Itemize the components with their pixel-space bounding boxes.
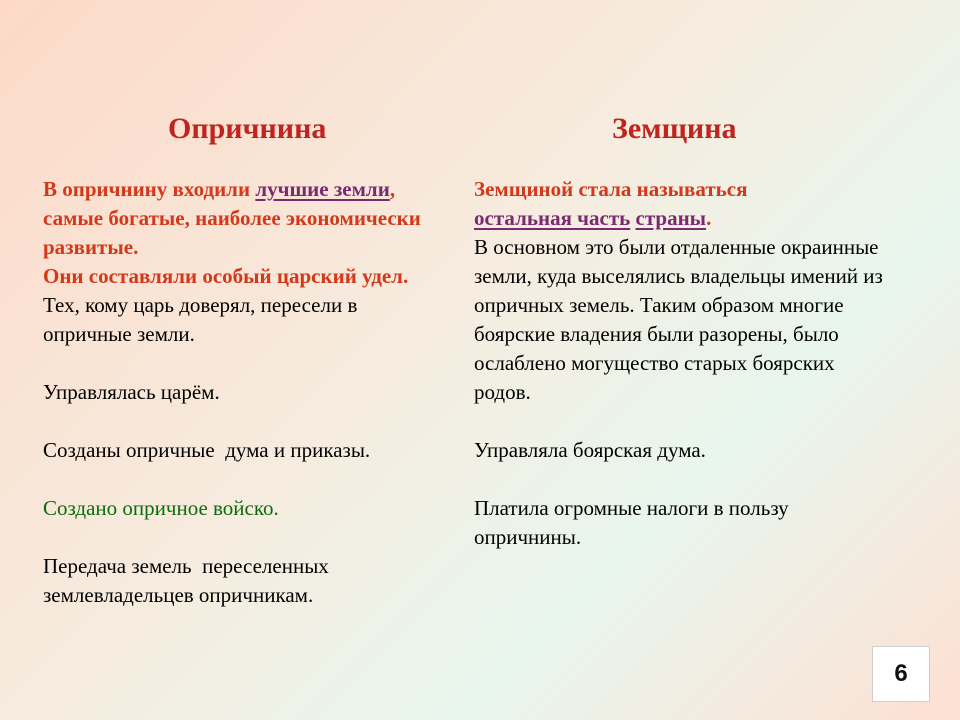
spacer bbox=[43, 523, 443, 552]
left-paragraph-6: Создано опричное войско. bbox=[43, 496, 279, 520]
spacer bbox=[43, 349, 443, 378]
left-paragraph-7 bbox=[43, 552, 443, 610]
right-p1-period: . bbox=[706, 206, 712, 230]
country-link[interactable]: страны bbox=[635, 206, 707, 230]
right-p1-text-a: Земщиной стала называться bbox=[474, 177, 748, 201]
left-p7-text: Передача земель переселенных землевладельцев опричникам. bbox=[43, 554, 335, 607]
spacer bbox=[474, 465, 884, 494]
left-paragraph-1 bbox=[43, 175, 443, 262]
spacer bbox=[474, 407, 884, 436]
left-p1-text-a: В опричнину входили bbox=[43, 177, 256, 201]
right-paragraph-1 bbox=[474, 175, 884, 233]
left-paragraph-5: Созданы опричные дума и приказы. bbox=[43, 438, 371, 462]
rest-of-country-link[interactable]: остальная часть bbox=[474, 206, 631, 230]
left-p1-text-c: самые богатые, наиболее экономически развитые. bbox=[43, 206, 421, 259]
heading-oprichnina: Опричнина bbox=[168, 112, 327, 145]
left-body bbox=[43, 175, 443, 610]
right-paragraph-2: В основном это были отдаленные окраинные земли, куда выселялись владельцы имений из опричных земель. Таким образом многие боярские владения были разорены, было ослаблено могущество старых боярских родов. bbox=[474, 235, 883, 404]
page-number-badge: 6 bbox=[872, 646, 930, 702]
right-paragraph-3: Управляла боярская дума. bbox=[474, 438, 706, 462]
right-paragraph-4: Платила огромные налоги в пользу опричнины. bbox=[474, 496, 789, 549]
left-p1-comma: , bbox=[389, 177, 396, 201]
heading-zemshchina: Земщина bbox=[612, 112, 737, 145]
spacer bbox=[43, 465, 443, 494]
left-paragraph-2: Они составляли особый царский удел. bbox=[43, 264, 409, 288]
left-paragraph-3: Тех, кому царь доверял, пересели в опричные земли. bbox=[43, 293, 358, 346]
right-body bbox=[474, 175, 884, 552]
left-paragraph-4: Управлялась царём. bbox=[43, 380, 220, 404]
best-lands-link[interactable]: лучшие земли bbox=[255, 177, 390, 201]
spacer bbox=[43, 407, 443, 436]
